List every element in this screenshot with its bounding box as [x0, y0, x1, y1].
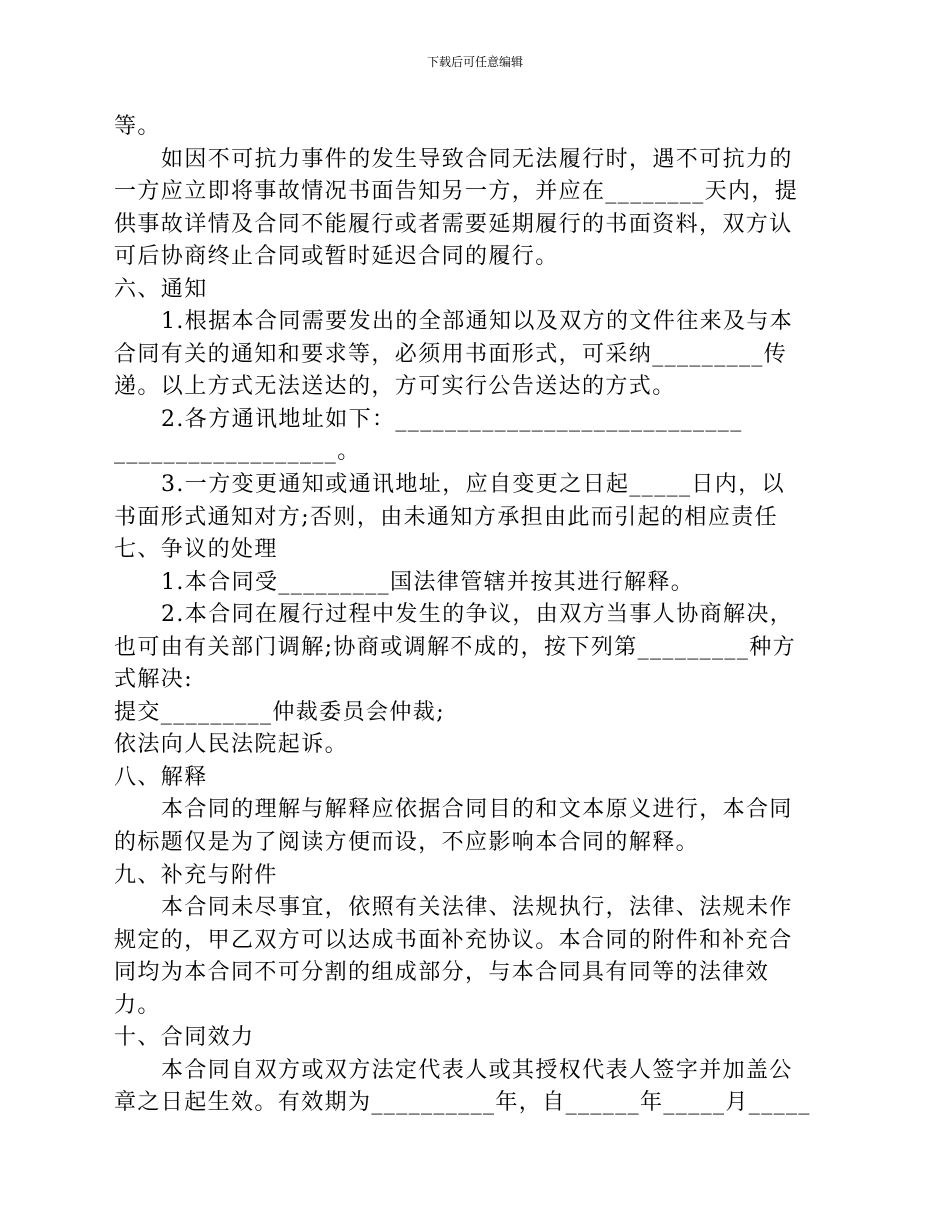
text-line: 一方应立即将事故情况书面告知另一方，并应在________天内，提 [114, 179, 799, 205]
text-line: 书面形式通知对方;否则，由未通知方承担由此而引起的相应责任 [114, 504, 779, 530]
text-line: 递。以上方式无法送达的，方可实行公告送达的方式。 [114, 374, 676, 400]
text-line: 同均为本合同不可分割的组成部分，与本合同具有同等的法律效 [114, 960, 770, 986]
page-header: 下载后可任意编辑 [426, 55, 523, 69]
text-line: 可后协商终止合同或暂时延迟合同的履行。 [114, 244, 559, 270]
text-line: 2.本合同在履行过程中发生的争议，由双方当事人协商解决， [161, 602, 794, 628]
text-line: 十、合同效力 [114, 1025, 255, 1051]
text-line: 如因不可抗力事件的发生导致合同无法履行时，遇不可抗力的 [161, 146, 793, 172]
text-line: 本合同自双方或双方法定代表人或其授权代表人签字并加盖公 [161, 1057, 793, 1083]
text-line: 本合同的理解与解释应依据合同目的和文本原义进行，本合同 [161, 797, 793, 823]
text-line: 七、争议的处理 [114, 537, 278, 563]
text-line: 2.各方通讯地址如下：____________________________ [161, 406, 743, 432]
text-line: __________________。 [114, 439, 361, 465]
text-line: 合同有关的通知和要求等，必须用书面形式，可采纳_________传 [114, 341, 788, 367]
text-line: 供事故详情及合同不能履行或者需要延期履行的书面资料，双方认 [114, 211, 793, 237]
text-line: 的标题仅是为了阅读方便而设，不应影响本合同的解释。 [114, 830, 700, 856]
text-line: 提交_________仲裁委员会仲裁; [114, 699, 446, 725]
text-line: 依法向人民法院起诉。 [114, 732, 349, 758]
text-line: 1.根据本合同需要发出的全部通知以及双方的文件往来及与本 [161, 309, 794, 335]
text-line: 本合同未尽事宜，依照有关法律、法规执行，法律、法规未作 [161, 895, 793, 921]
document-body [114, 111, 836, 1120]
text-line: 力。 [114, 992, 161, 1018]
text-line: 规定的，甲乙双方可以达成书面补充协议。本合同的附件和补充合 [114, 927, 793, 953]
text-line: 九、补充与附件 [114, 862, 278, 888]
text-line: 章之日起生效。有效期为__________年，自______年_____月_____ [114, 1090, 811, 1116]
text-line: 1.本合同受_________国法律管辖并按其进行解释。 [161, 569, 695, 595]
text-line: 3.一方变更通知或通讯地址，应自变更之日起_____日内，以 [161, 472, 785, 498]
text-line: 六、通知 [114, 276, 208, 302]
text-line: 等。 [114, 114, 161, 139]
text-line: 式解决: [114, 667, 194, 693]
text-line: 也可由有关部门调解;协商或调解不成的，按下列第_________种方 [114, 634, 797, 660]
text-line: 八、解释 [114, 764, 208, 790]
